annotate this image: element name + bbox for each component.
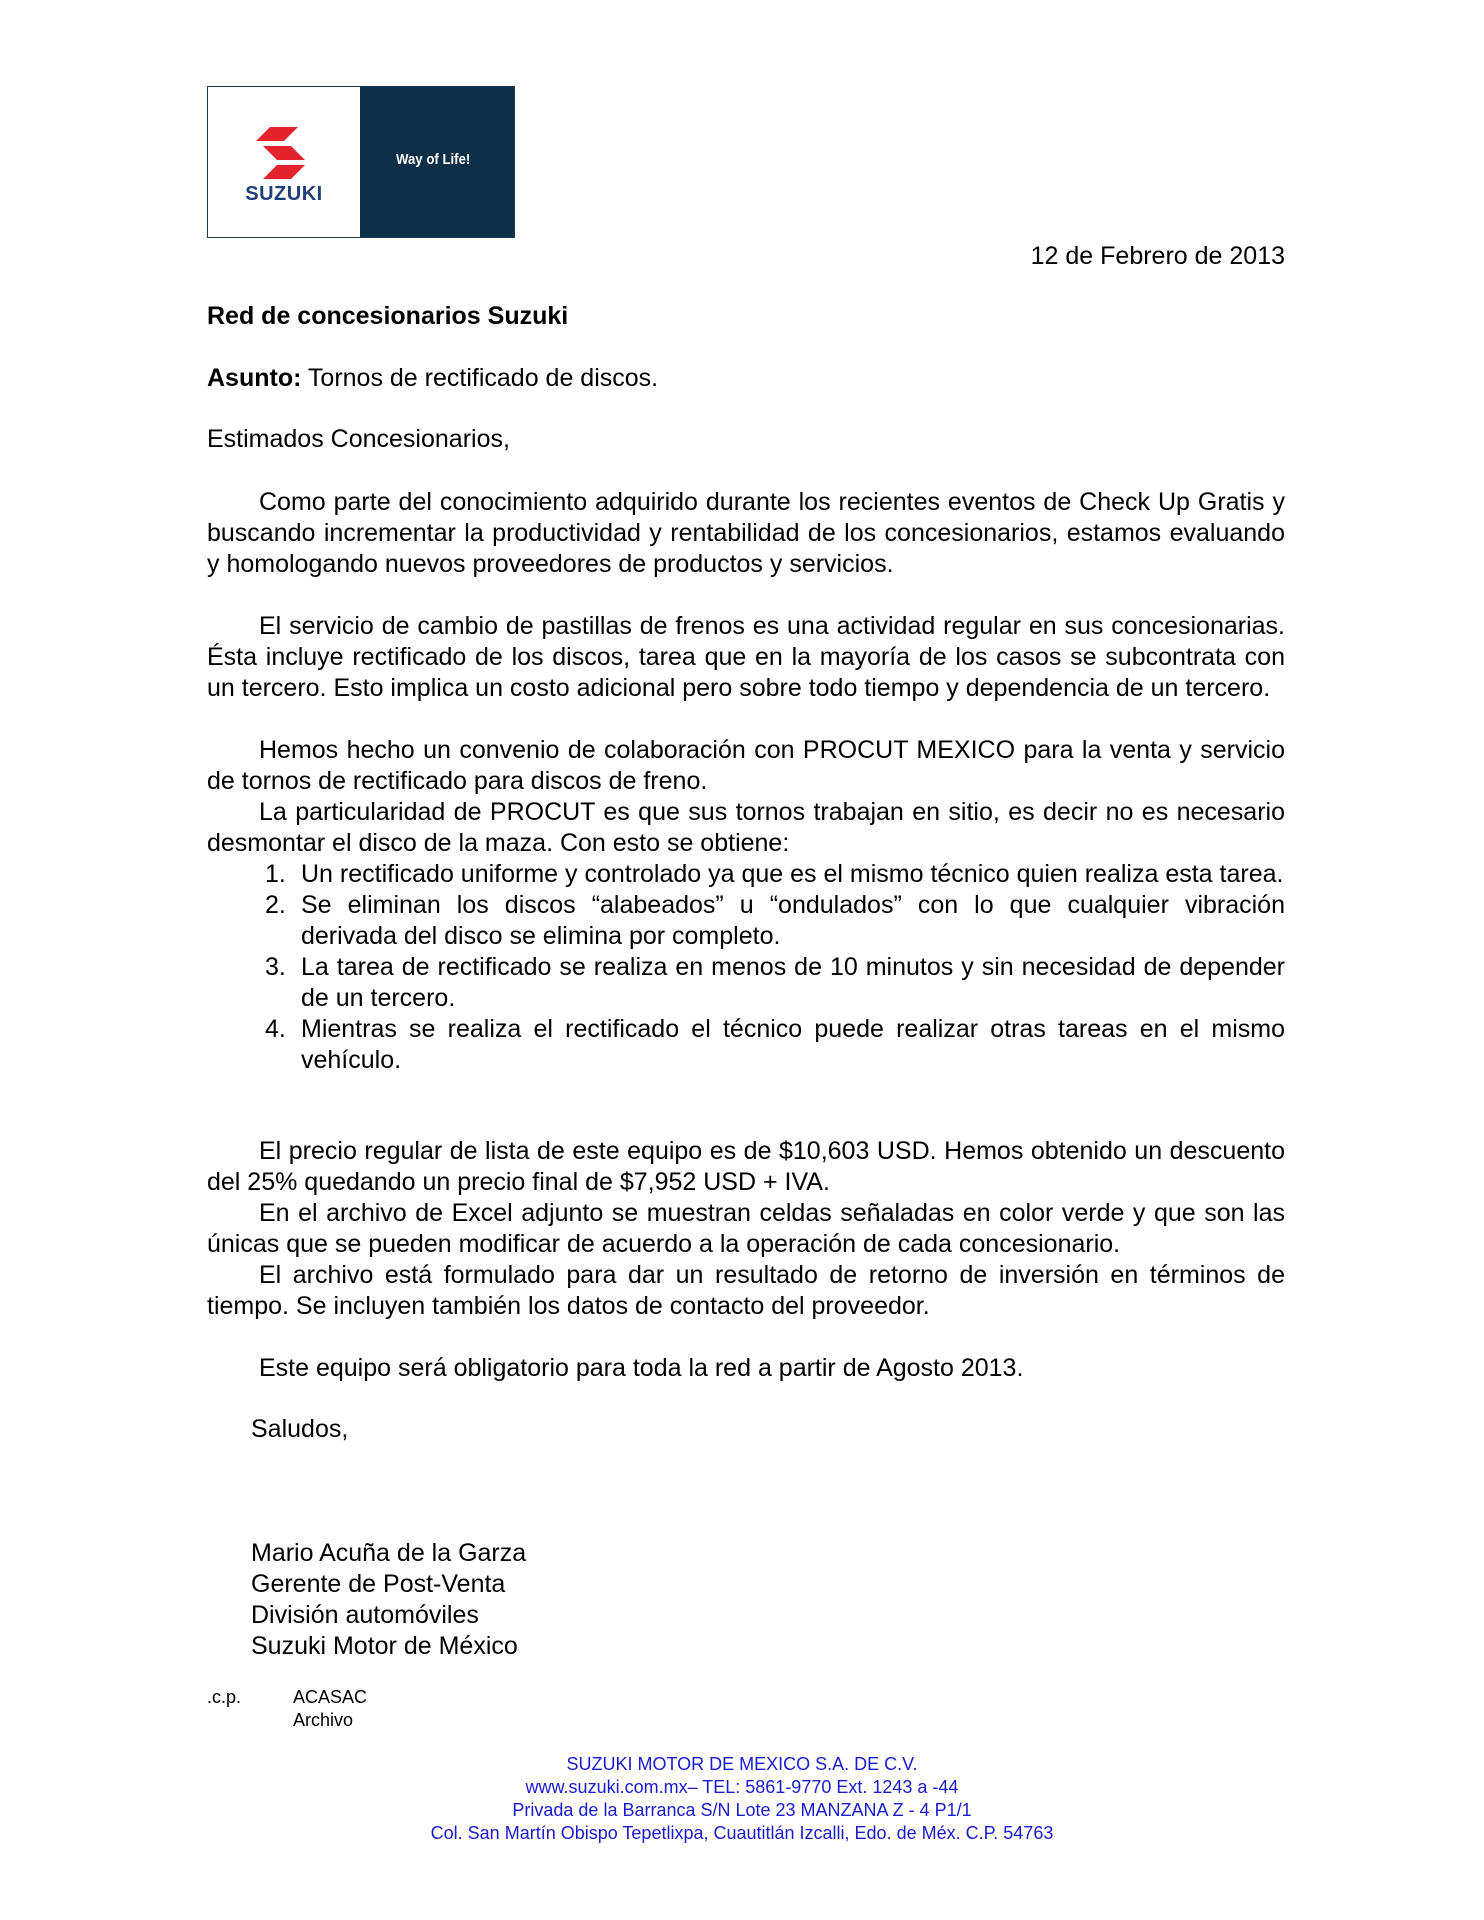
paragraph-brake-service: El servicio de cambio de pastillas de frenos es una actividad regular en sus concesionarias. Ésta incluye rectificado de los discos, tarea que en la mayoría de los casos se subcontrata con un tercero. Esto implica un costo adicional pero sobre todo tiempo y dependencia de un tercero. bbox=[207, 612, 1285, 702]
footer-address-1: Privada de la Barranca S/N Lote 23 MANZANA Z - 4 P1/1 bbox=[512, 1800, 972, 1820]
list-item-number: 1. bbox=[265, 860, 286, 888]
brand-wordmark: SUZUKI bbox=[245, 183, 323, 205]
list-item-number: 3. bbox=[265, 953, 286, 981]
list-item-text: Se eliminan los discos “alabeados” u “ondulados” con lo que cualquier vibración derivada del disco se elimina por completo. bbox=[301, 891, 1285, 950]
paragraph-excel-file: En el archivo de Excel adjunto se muestran celdas señaladas en color verde y que son las únicas que se pueden modificar de acuerdo a la operación de cada concesionario. bbox=[207, 1199, 1285, 1258]
logo-brand-panel bbox=[208, 87, 360, 237]
letter-recipient: Red de concesionarios Suzuki bbox=[207, 302, 569, 330]
subject-label: Asunto: bbox=[207, 364, 302, 392]
signature-division: División automóviles bbox=[251, 1601, 479, 1629]
cc-recipient: Archivo bbox=[293, 1710, 354, 1730]
letter-subject bbox=[207, 364, 658, 393]
suzuki-logo bbox=[207, 86, 515, 238]
paragraph-procut-feature: La particularidad de PROCUT es que sus tornos trabajan en sitio, es decir no es necesario desmontar el disco de la maza. Con esto se obtiene: bbox=[207, 798, 1285, 857]
suzuki-s-icon bbox=[256, 127, 312, 179]
list-item-number: 4. bbox=[265, 1015, 286, 1043]
paragraph-price: El precio regular de lista de este equipo es de $10,603 USD. Hemos obtenido un descuento del 25% quedando un precio final de $7,952 USD + IVA. bbox=[207, 1137, 1285, 1196]
list-item bbox=[207, 1014, 1285, 1076]
letter-date: 12 de Febrero de 2013 bbox=[1030, 242, 1285, 270]
list-item bbox=[207, 952, 1285, 1014]
list-item bbox=[207, 859, 1285, 890]
cc-label: .c.p. bbox=[207, 1687, 242, 1707]
list-item-text: Un rectificado uniforme y controlado ya que es el mismo técnico quien realiza esta tarea. bbox=[301, 860, 1284, 888]
signature-company: Suzuki Motor de México bbox=[251, 1632, 518, 1660]
list-item-text: Mientras se realiza el rectificado el técnico puede realizar otras tareas en el mismo vehículo. bbox=[301, 1015, 1285, 1074]
list-item-number: 2. bbox=[265, 891, 286, 919]
mandatory-notice: Este equipo será obligatorio para toda la red a partir de Agosto 2013. bbox=[259, 1354, 1024, 1382]
letter-footer bbox=[0, 1753, 1484, 1845]
signature-title: Gerente de Post-Venta bbox=[251, 1570, 506, 1598]
cc-recipients bbox=[293, 1686, 367, 1732]
benefits-list bbox=[207, 859, 1285, 1076]
brand-tagline: Way of Life! bbox=[396, 151, 471, 168]
footer-address-2: Col. San Martín Obispo Tepetlixpa, Cuautitlán Izcalli, Edo. de Méx. C.P. 54763 bbox=[430, 1823, 1054, 1843]
cc-recipient: ACASAC bbox=[293, 1687, 368, 1707]
letter-greeting: Estimados Concesionarios, bbox=[207, 425, 510, 453]
subject-text: Tornos de rectificado de discos. bbox=[301, 364, 659, 392]
list-item bbox=[207, 890, 1285, 952]
paragraph-roi: El archivo está formulado para dar un resultado de retorno de inversión en términos de tiempo. Se incluyen también los datos de contacto del proveedor. bbox=[207, 1261, 1285, 1320]
paragraph-procut-agreement: Hemos hecho un convenio de colaboración con PROCUT MEXICO para la venta y servicio de tornos de rectificado para discos de freno. bbox=[207, 736, 1285, 795]
paragraph-intro: Como parte del conocimiento adquirido durante los recientes eventos de Check Up Gratis y buscando incrementar la productividad y rentabilidad de los concesionarios, estamos evaluando y homologando nuevos proveedores de productos y servicios. bbox=[207, 488, 1285, 578]
footer-company: SUZUKI MOTOR DE MEXICO S.A. DE C.V. bbox=[566, 1754, 918, 1774]
list-item-text: La tarea de rectificado se realiza en menos de 10 minutos y sin necesidad de depender de un tercero. bbox=[301, 953, 1285, 1012]
closing-salutation: Saludos, bbox=[251, 1415, 349, 1443]
signature-name: Mario Acuña de la Garza bbox=[251, 1539, 527, 1567]
logo-tagline-panel bbox=[360, 87, 514, 237]
footer-contact: www.suzuki.com.mx– TEL: 5861-9770 Ext. 1243 a -44 bbox=[525, 1777, 959, 1797]
